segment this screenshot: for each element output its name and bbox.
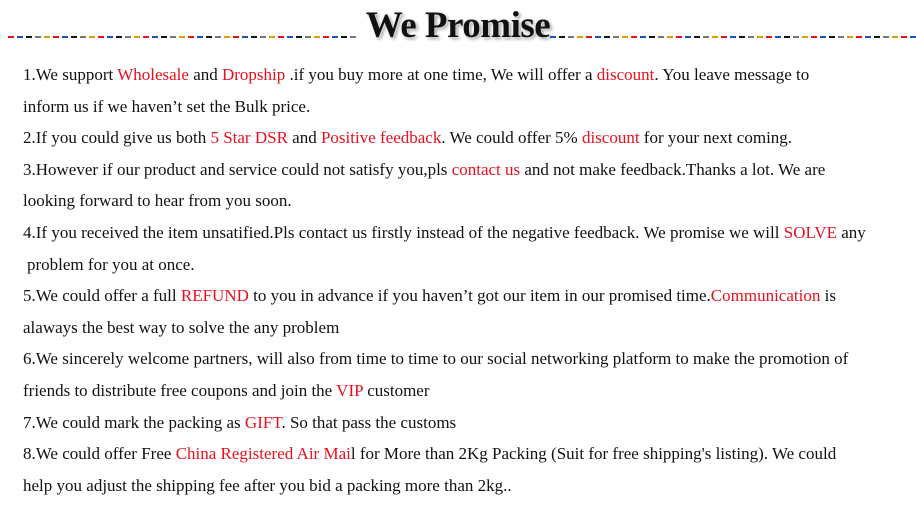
promise-line	[23, 312, 916, 344]
dashed-line-graphic	[550, 35, 916, 39]
highlighted-text: China Registered Air Mai	[175, 444, 351, 464]
promise-item	[23, 122, 916, 154]
promise-line	[23, 217, 916, 249]
text-segment: looking forward to hear from you soon.	[23, 191, 292, 211]
text-segment: 1.We support	[23, 65, 118, 84]
promise-line	[23, 438, 916, 470]
highlighted-text: discount	[596, 65, 655, 84]
text-segment: 8.We could offer Free	[23, 444, 176, 464]
text-segment: inform us if we haven’t set the Bulk price.	[23, 96, 311, 116]
highlighted-text: SOLVE	[783, 222, 837, 242]
text-segment: l for More than 2Kg Packing (Suit for free shipping's listing). We could	[350, 444, 837, 464]
promise-line	[23, 280, 916, 312]
promise-item	[23, 154, 916, 217]
page-header	[0, 0, 916, 52]
text-segment: 7.We could mark the packing as	[23, 412, 245, 432]
promise-list	[23, 59, 916, 501]
promise-line	[23, 122, 916, 154]
promise-line	[23, 91, 916, 123]
highlighted-text: Dropship	[221, 65, 286, 84]
promise-line	[23, 470, 916, 502]
text-segment: 2.If you could give us both	[23, 128, 211, 148]
promise-item	[23, 217, 916, 280]
promise-item	[23, 280, 916, 343]
highlighted-text: discount	[581, 128, 640, 148]
promise-item	[23, 343, 916, 406]
highlighted-text: VIP	[336, 380, 363, 400]
highlighted-text: GIFT	[244, 412, 282, 432]
page-title: We Promise	[365, 5, 551, 46]
text-segment: .if you buy more at one time, We will offer a	[285, 65, 597, 84]
text-segment: 6.We sincerely welcome partners, will also from time to time to our social networking platform to make the promotion of	[23, 349, 849, 369]
text-segment: and	[287, 128, 321, 148]
text-segment: any	[836, 222, 866, 242]
promise-item	[23, 438, 916, 501]
promise-line	[23, 154, 916, 186]
highlighted-text: 5 Star DSR	[210, 128, 288, 148]
text-segment: alaways the best way to solve the any problem	[23, 317, 340, 337]
text-segment: 4.If you received the item unsatified.Pls contact us firstly instead of the negative feedback. We promise we will	[23, 222, 784, 242]
decorative-dashed-line-right	[550, 35, 916, 39]
highlighted-text: contact us	[451, 159, 521, 179]
text-segment: 5.We could offer a full	[23, 286, 181, 306]
text-segment: and	[188, 65, 222, 84]
highlighted-text: Communication	[710, 286, 821, 306]
text-segment: 3.However if our product and service could not satisfy you,pls	[23, 159, 452, 179]
text-segment: help you adjust the shipping fee after you bid a packing more than 2kg..	[23, 475, 512, 495]
highlighted-text: Wholesale	[117, 65, 189, 84]
text-segment: . So that pass the customs	[281, 412, 457, 432]
promise-line	[23, 59, 916, 91]
text-segment: and not make feedback.Thanks a lot. We are	[520, 159, 826, 179]
text-segment: for your next coming.	[639, 128, 793, 148]
promise-line	[23, 407, 916, 439]
promise-line	[23, 343, 916, 375]
text-segment: . You leave message to	[654, 65, 810, 84]
promise-line	[23, 185, 916, 217]
promise-item	[23, 407, 916, 439]
text-segment: to you in advance if you haven’t got our item in our promised time.	[248, 286, 711, 306]
promise-line	[23, 249, 916, 281]
text-segment: friends to distribute free coupons and join the	[23, 380, 337, 400]
promise-item	[23, 59, 916, 122]
text-segment: customer	[362, 380, 430, 400]
text-segment: is	[820, 286, 836, 306]
text-segment: . We could offer 5%	[441, 128, 582, 148]
promise-line	[23, 375, 916, 407]
text-segment: problem for you at once.	[27, 254, 195, 274]
highlighted-text: REFUND	[180, 286, 249, 306]
highlighted-text: Positive feedback	[320, 128, 442, 148]
